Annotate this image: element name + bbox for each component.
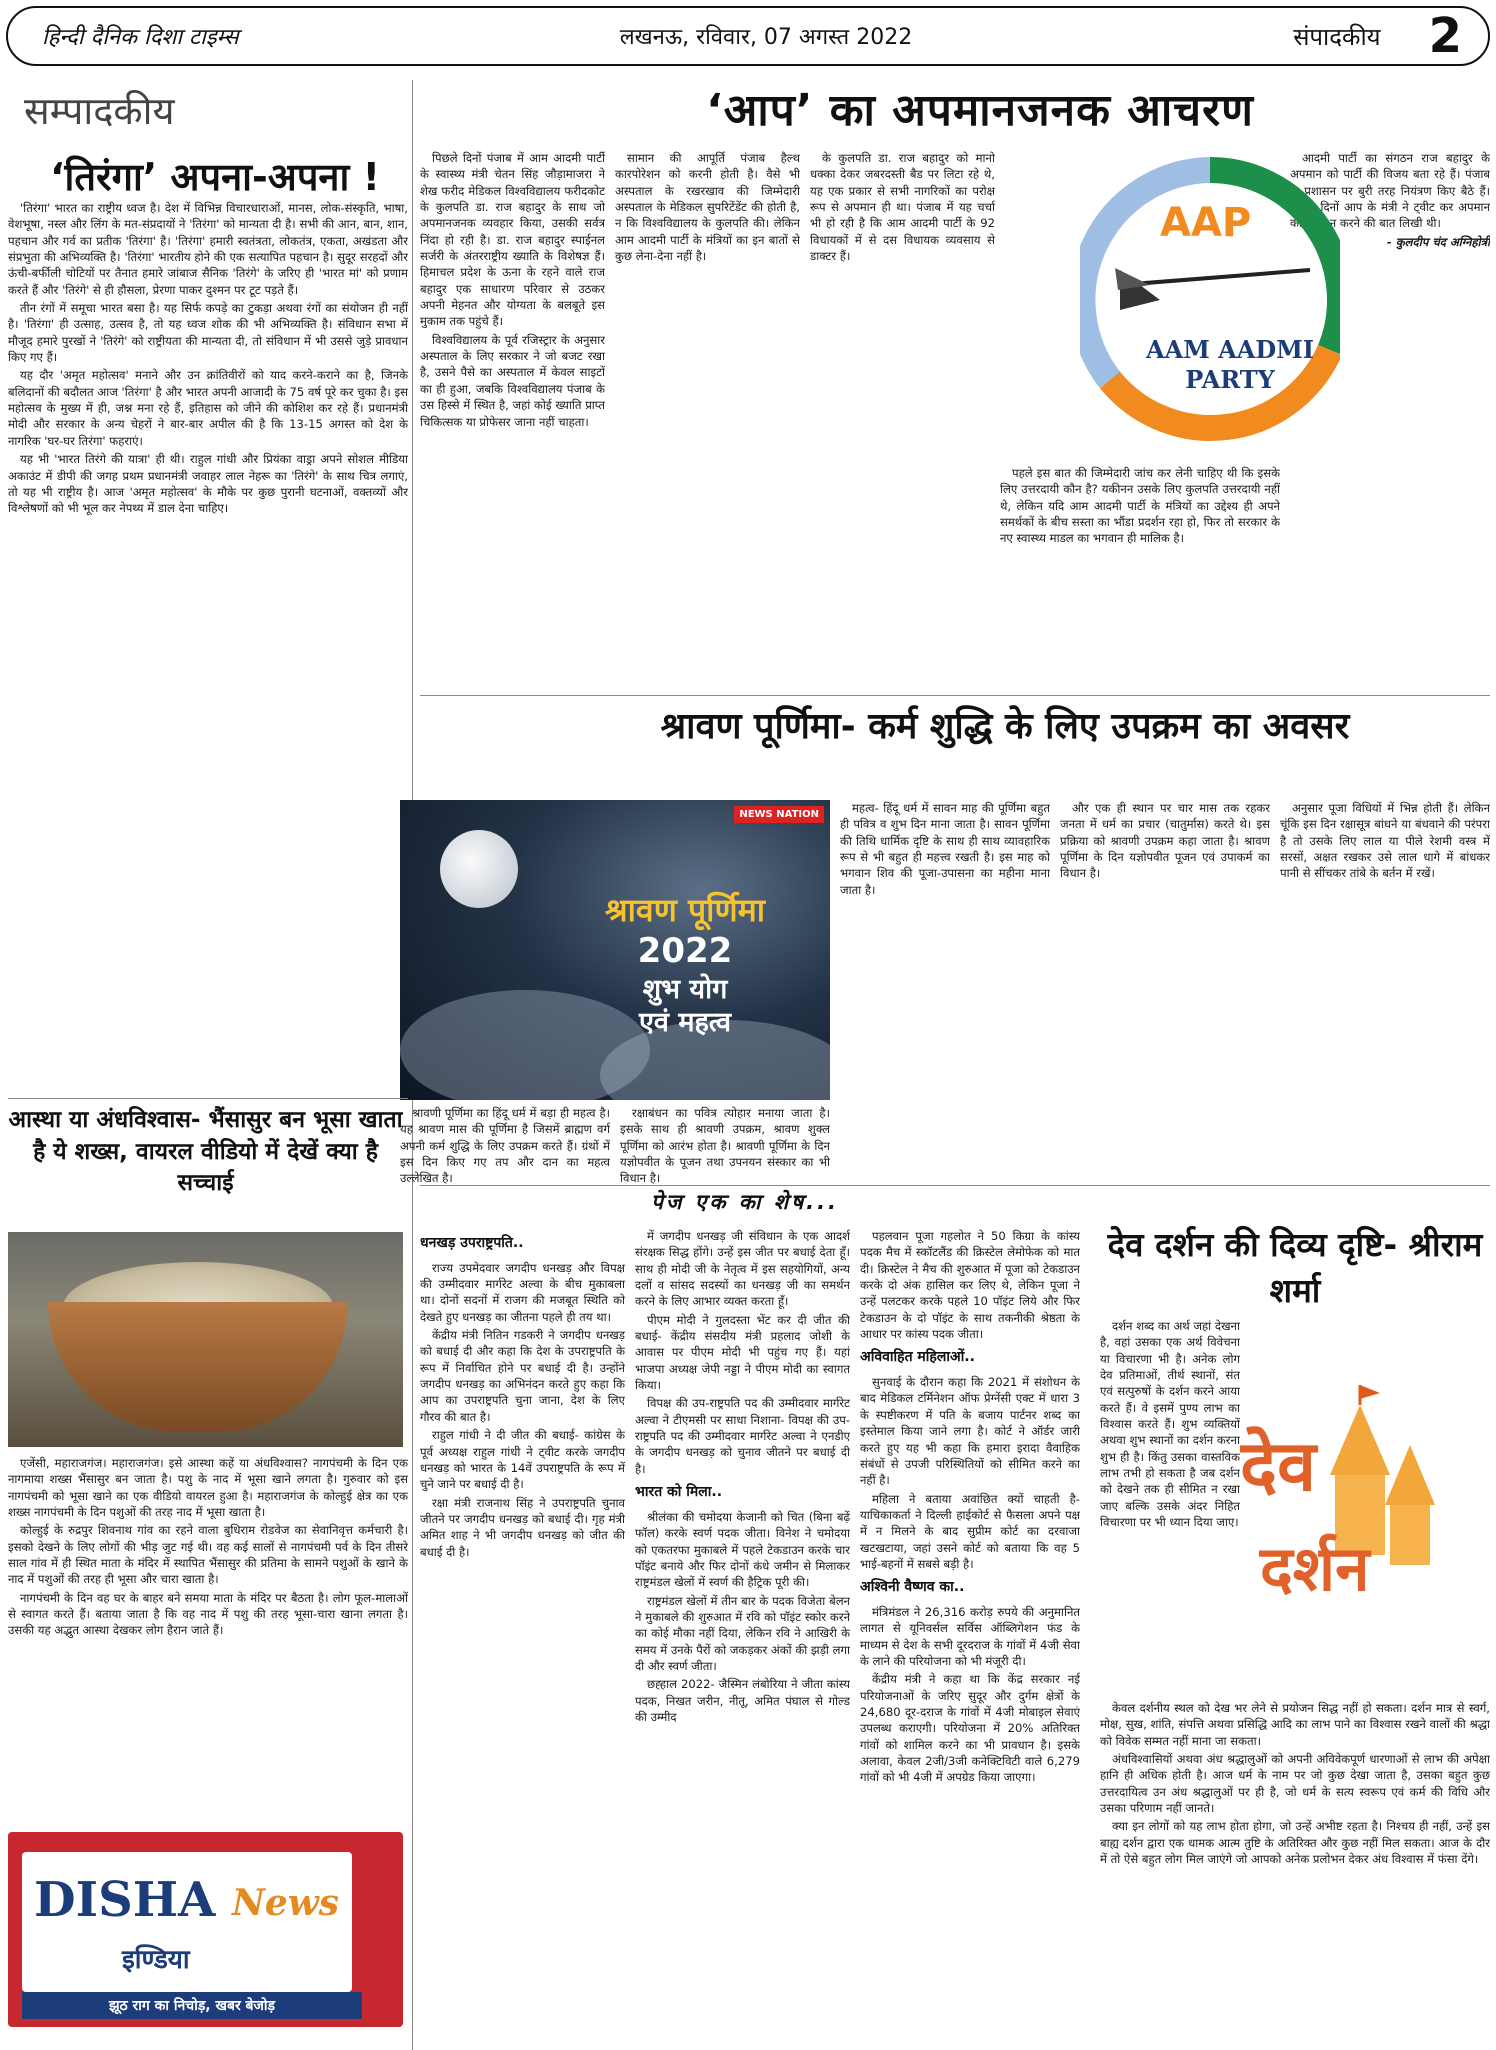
aastha-headline: आस्था या अंधविश्वास- भैंसासुर बन भूसा खाता है ये शख्स, वायरल वीडियो में देखें क्या है सच्चाई [8, 1107, 403, 1197]
dhankhar-paragraph: राहुल गांधी ने दी जीत की बधाई- कांग्रेस के पूर्व अध्यक्ष राहुल गांधी ने ट्वीट करके जगदीप धनखड़ को भारत के 14वें उपराष्ट्रपति के रूप में चुने जाने पर बधाई दी है। [420, 1428, 625, 1492]
image-line-2: 2022 [637, 931, 733, 971]
editorial-paragraph: तीन रंगों में समूचा भारत बसा है। यह सिर्फ कपड़े का टुकड़ा अथवा रंगों का संयोजन ही नहीं है। 'तिरंगा' ही उत्साह, उत्सव है, तो यह ध्वज शोक की भी अभिव्यक्ति है। संविधान सभा में मौजूद हमारे पुरखों ने 'तिरंगे' को राष्ट्रीयता की मान्यता दी, तो संविधान में भी उससे जुड़े प्रावधान किए गए हैं। [8, 301, 408, 365]
avivahit-subhead: अविवाहित महिलाओं.. [860, 1349, 975, 1366]
image-line-4: एवं महत्व [639, 1007, 731, 1039]
aap-paragraph: के कुलपति डा. राज बहादुर को मानो धक्का देकर जबरदस्ती बैड पर लिटा रहे थे, यह एक प्रकार से सभी नागरिकों का परोक्ष रूप से अपमान ही था। पंजाब में यह चर्चा भी हो रही है कि आम आदमी पार्टी के 92 विधायकों में से दस विधायक व्यवसाय से डाक्टर हैं। [810, 151, 995, 264]
shravan-column-3 [840, 800, 1050, 1185]
devdarshan-image [1240, 1385, 1490, 1685]
aap-logo-bottom-1: AAM AADMI [1145, 335, 1314, 364]
disha-logo-panel [22, 1852, 352, 1992]
aap-column-2 [615, 150, 800, 690]
editorial-label: सम्पादकीय [24, 89, 175, 133]
dhankhar-column [420, 1228, 625, 2038]
section-divider [420, 695, 1490, 696]
shravan-paragraph: रक्षाबंधन का पवित्र त्योहार मनाया जाता है। इसके साथ ही श्रावणी उपक्रम, श्रावण शुक्ल पूर्णिमा को आरंभ होता है। श्रावणी पूर्णिमा के दिन यज्ञोपवीत के पूजन तथा उपनयन संस्कार का भी विधान है। [620, 1106, 830, 1185]
continued-column-4 [860, 1228, 1080, 2038]
aap-paragraph: सामान की आपूर्ति पंजाब हैल्थ कारपोरेशन को करनी होती है। वैसे भी अस्पताल के रखरखाव की जिम्मेदारी अस्पताल के मेडिकल सुपरिटेंडेंट की होती है, न कि विश्वविद्यालय के कुलपति की। लेकिन आम आदमी पार्टी के मंत्रियों का इन बातों से कुछ लेना-देना नहीं है। [615, 151, 800, 264]
editorial-body [8, 200, 408, 1090]
aastha-body [8, 1455, 408, 1825]
devdarshan-headline: देव दर्शन की दिव्य दृष्टि- श्रीराम शर्मा [1107, 1225, 1483, 1311]
aap-paragraph: पहले इस बात की जिम्मेदारी जांच कर लेनी चाहिए थी कि इसके लिए उत्तरदायी कौन है? यकीनन उसके लिए कुलपति उत्तरदायी नहीं थे, लेकिन यदि आम आदमी पार्टी के मंत्रियों का उद्देश्य ही अपने समर्थकों के बीच सस्ता का भौंडा प्रदर्शन रहा हो, फिर तो सरकार के नए स्वास्थ्य माडल का भगवान ही मालिक है। [1000, 466, 1280, 546]
aastha-paragraph: नागपंचमी के दिन वह घर के बाहर बने समया माता के मंदिर पर बैठता है। लोग फूल-मालाओं से स्वागत करते हैं। बताया जाता है कि वह नाद में पशु की तरह भूसा-चारा खाना लगता है। उसकी यह अद्भुत आस्था देखकर लोग हैरान जाते हैं। [8, 1590, 408, 1638]
dhankhar-paragraph: राज्य उपमेदवार जगदीप धनखड़ और विपक्ष की उम्मीदवार मार्गरेट अल्वा के बीच मुकाबला था। दोनों सदनों में राजग की मजबूत स्थिति को देखते हुए धनखड़ का जीतना पहले ही तय था। [420, 1260, 625, 1324]
dhankhar-paragraph: रक्षा मंत्री राजनाथ सिंह ने उपराष्ट्रपति चुनाव जीतने पर जगदीप धनखड़ को बधाई दी। गृह मंत्री अमित शाह ने भी जगदीप धनखड़ को जीत की बधाई दी है। [420, 1495, 625, 1559]
aap-paragraph: पिछले दिनों पंजाब में आम आदमी पार्टी के स्वास्थ्य मंत्री चेतन सिंह जौड़ामाजरा ने शेख फरीद मेडिकल विश्वविद्यालय फरीदकोट के कुलपति डा. राज बहादुर के साथ जो अपमानजनक व्यवहार किया, उसकी सर्वत्र निंदा हो रही है। डा. राज बहादुर स्पाईनल सर्जरी के अंतरराष्ट्रीय ख्याति के विशेषज्ञ हैं। हिमाचल प्रदेश के ऊना के रहने वाले राज बहादुर एक साधारण परिवार से उठकर अपनी मेहनत और योग्यता के बलबूते इस मुकाम तक पहुंचे हैं। [420, 151, 605, 329]
column3-paragraph: में जगदीप धनखड़ जी संविधान के एक आदर्श संरक्षक सिद्ध होंगे। उन्हें इस जीत पर बधाई देता हूँ। साथ ही मोदी जी के नेतृत्व में इस सहयोगियों, अन्य दलों व सांसद सदस्यों का धनखड़ जी का समर्थन करने के लिए आभार व्यक्त करता हूँ। [635, 1229, 850, 1309]
section-divider [8, 1098, 408, 1099]
column4-paragraph: महिला ने बताया अवांछित क्यों चाहती है- याचिकाकर्ता ने दिल्ली हाईकोर्ट से फैसला अपने पक्ष में न मिलने के बाद सुप्रीम कोर्ट का दरवाजा खटखटाया, जहां उसने कोर्ट को बताया कि वह 5 भाई-बहनों में सबसे बड़ी है। [860, 1491, 1080, 1571]
column4-paragraph: पहलवान पूजा गहलोत ने 50 किग्रा के कांस्य पदक मैच में स्कॉटलैंड की क्रिस्टेल लेमोफेक को मात दी। क्रिस्टेल ने मैच की शुरुआत में पूजा को टेकडाउन करके दो अंक हासिल कर लिए थे, लेकिन पूजा ने उन्हें पलटकर करके पहले 10 पॉइंट लिये और फिर टेकडाउन के दो पॉइंट के साथ तकनीकी श्रेष्ठता के आधार पर कांस्य पदक जीता। [860, 1229, 1080, 1342]
shravan-paragraph: श्रावणी पूर्णिमा का हिंदू धर्म में बड़ा ही महत्व है। यह श्रावण मास की पूर्णिमा है जिसमें ब्राह्मण वर्ग अपनी कर्म शुद्धि के लिए उपक्रम करते हैं। ग्रंथों में इस दिन किए गए तप और दान का महत्व उल्लेखित है। [400, 1106, 610, 1185]
dhankhar-paragraph: केंद्रीय मंत्री नितिन गडकरी ने जगदीप धनखड़ को बधाई दी और कहा कि देश के उपराष्ट्रपति के रूप में निर्वाचित होने पर बधाई दी है। उन्होंने जगदीप धनखड़ का अभिनंदन करते हुए कहा कि आप का उपराष्ट्रपति चुना जाना, देश के लिए गौरव की बात है। [420, 1328, 625, 1424]
aap-logo-top: AAP [1160, 200, 1252, 246]
masthead [6, 6, 1490, 66]
page-number: 2 [1428, 8, 1462, 64]
devdarshan-column-2 [1100, 1700, 1490, 2040]
aap-logo-graphic [1080, 150, 1340, 460]
bharat-subhead: भारत को मिला.. [635, 1484, 723, 1501]
section-divider [420, 1185, 1490, 1186]
dev-image-word-2: दर्शन [1260, 1532, 1370, 1605]
column4-paragraph: सुनवाई के दौरान कहा कि 2021 में संशोधन के बाद मेडिकल टर्मिनेशन ऑफ प्रेग्नेंसी एक्ट में धारा 3 के स्पष्टीकरण में पति के बजाय पार्टनर शब्द का इस्तेमाल किया जाने लगा है। कोर्ट ने ऑर्डर जारी करते हुए यह भी कहा कि हमारा इरादा वैवाहिक संबंधों से उपजी परिस्थितियों को सीमित करने का नहीं है। [860, 1375, 1080, 1488]
column3-paragraph: राष्ट्रमंडल खेलों में तीन बार के पदक विजेता बेलन ने मुकाबले की शुरुआत में रवि को पॉइंट स्कोर करने का कोई मौका नहीं दिया, लेकिन रवि ने आखिरी के समय में उनके पैरों को जकड़कर अंकों की झड़ी लगा दी और स्वर्ण जीता। [635, 1593, 850, 1673]
shravan-column-1 [400, 1105, 610, 1185]
aap-column-1 [420, 150, 605, 690]
aap-paragraph: आदमी पार्टी का संगठन राज बहादुर के अपमान को पार्टी की विजय बता रहे हैं। पंजाब के प्रशासन पर बुरी तरह नियंत्रण किए बैठे हैं। पिछले दिनों आप के मंत्री ने ट्वीट कर अपमान को सहन न करने की बात लिखी थी। [1290, 151, 1490, 231]
devdarshan-column-1 [1100, 1318, 1240, 1698]
column4-paragraph: मंत्रिमंडल ने 26,316 करोड़ रुपये की अनुमानित लागत से यूनिवर्सल सर्विस ऑब्लिगेशन फंड के माध्यम से देश के सभी दूरदराज के गांवों में 4जी सेवा के लाने की परियोजना को भी मंजूरी दी। [860, 1605, 1080, 1669]
editorial-paragraph: यह दौर 'अमृत महोत्सव' मनाने और उन क्रांतिवीरों को याद करने-कराने का है, जिनके बलिदानों की बदौलत आज 'तिरंगा' है और भारत अपनी आजादी के 75 वर्ष पूरे कर चुका है। इस महोत्सव के मुख्य में ही, जश्न मना रहे हैं, इतिहास को जीने की कोशिश कर रहे हैं। प्रधानमंत्री मोदी और सरकार के अन्य चेहरों ने बार-बार अपील की है कि 13-15 अगस्त को देश के नागरिक 'घर-घर तिरंगा' फहराएं। [8, 368, 408, 448]
aap-logo-bottom-2: PARTY [1185, 365, 1275, 394]
aastha-paragraph: एजेंसी, महाराजगंज। महाराजगंज। इसे आस्था कहें या अंधविश्वास? नागपंचमी के दिन एक नागमाया शख्स भैंसासुर बन जाता है। पशु के नाद में भूसा खाने लगता है। गुरुवार को इस नागपंचमी को भूसा खाने का एक वीडियो वायरल हुआ है। महाराजगंज के कोल्हुई क्षेत्र का एक शख्स नागपंचमी के दिन पशुओं की तरह नाद में भूसा खाता है। [8, 1456, 408, 1520]
news-nation-badge: NEWS NATION [734, 806, 824, 823]
clay-bowl [48, 1302, 348, 1432]
aastha-paragraph: कोल्हुई के रुद्रपुर शिवनाथ गांव का रहने वाला बुधिराम रोडवेज का सेवानिवृत्त कर्मचारी है। इसको देखने के लिए लोगों की भीड़ जुट गई थी। वह कई सालों से नागपंचमी पर्व के दिन तीसरे साल गांव में ही स्थित माता के मंदिर में स्थापित भैंसासुर की प्रतिमा के सामने पशुओं के खाने के नाद में पशुओं की तरह ही भूसा और चारा खाता है। [8, 1523, 408, 1587]
shravan-paragraph: अनुसार पूजा विधियों में भिन्न होती हैं। लेकिन चूंकि इस दिन रक्षासूत्र बांधने या बंधवाने की परंपरा है तो उसके लिए लाल या पीले रेशमी वस्त्र में सरसों, अक्षत रखकर उसे लाल धागे में बांधकर पानी से सींचकर तांबे के बर्तन में रखें। [1280, 801, 1490, 881]
aap-author: - कुलदीप चंद अग्निहोत्री [1386, 234, 1490, 249]
devdarshan-paragraph: केवल दर्शनीय स्थल को देख भर लेने से प्रयोजन सिद्ध नहीं हो सकता। दर्शन मात्र से स्वर्ग, मोक्ष, सुख, शांति, संपत्ति अथवा प्रसिद्धि आदि का लाभ पाने का विश्वास रखने वालों की श्रद्धा को विवेक सम्मत नहीं माना जा सकता। [1100, 1701, 1490, 1748]
dhankhar-subhead: धनखड़ उपराष्ट्रपति.. [420, 1235, 524, 1251]
moon-icon [440, 830, 518, 908]
dev-image-word-1: देव [1240, 1425, 1317, 1507]
column4-paragraph: केंद्रीय मंत्री ने कहा था कि केंद्र सरकार नई परियोजनाओं के जरिए सुदूर और दुर्गम क्षेत्रों के 24,680 दूर-दराज के गांवों में 4जी मोबाइल सेवाएं उपलब्ध कराएगी। परियोजना में 20% अतिरिक्त गांवों को शामिल करने का भी प्रावधान है। इसके अलावा, केवल 2जी/3जी कनेक्टिविटी वाले 6,279 गांवों को भी 4जी में अपग्रेड किया जाएगा। [860, 1672, 1080, 1785]
paper-name: हिन्दी दैनिक दिशा टाइम्स [42, 25, 239, 50]
aap-column-4 [1000, 465, 1280, 690]
shravan-headline: श्रावण पूर्णिमा- कर्म शुद्धि के लिए उपक्रम का अवसर [660, 706, 1350, 747]
devdarshan-paragraph: क्या इन लोगों को यह लाभ होता होगा, जो उन्हें अभीष्ट रहता है। निश्चय ही नहीं, उन्हें इस बाह्य दर्शन द्वारा एक धामक आत्म तुष्टि के अतिरिक्त और कुछ नहीं मिल सकता। आज के दौर में तो ऐसे बहुत लोग मिल जाएंगे जो आपको अनेक प्रलोभन देकर अंध विश्वास में फंसा देंगे। [1100, 1819, 1490, 1867]
dateline: लखनऊ, रविवार, 07 अगस्त 2022 [619, 25, 913, 50]
shravan-column-5 [1280, 800, 1490, 1185]
masthead-right [1293, 8, 1462, 64]
aap-logo [1080, 150, 1340, 460]
section-name: संपादकीय [1293, 22, 1381, 51]
column3-paragraph: पीएम मोदी ने गुलदस्ता भेंट कर दी जीत की बधाई- केंद्रीय संसदीय मंत्री प्रहलाद जोशी के आवास पर पीएम मोदी भी पहुंच गए हैं। यहां भाजपा अध्यक्ष जेपी नड्डा ने पीएम मोदी का स्वागत किया। [635, 1312, 850, 1393]
vaishnav-subhead: अश्विनी वैष्णव का.. [860, 1579, 965, 1596]
aastha-image [8, 1232, 403, 1447]
column3-paragraph: श्रीलंका की चमोदया केजानी को चित (बिना बढ़ें फॉल) करके स्वर्ण पदक जीता। विनेश ने चमोदया को एकतरफा मुकाबले में पहले टेकडाउन करके चार पॉइंट बनाये और फिर दोनों कंधे जमीन से मिलाकर राष्ट्रमंडल खेलों में स्वर्ण की हैट्रिक पूरी की। [635, 1509, 850, 1590]
image-line-3: शुभ योग [642, 973, 728, 1005]
shravan-column-2 [620, 1105, 830, 1185]
aap-paragraph: विश्वविद्यालय के पूर्व रजिस्ट्रार के अनुसार अस्पताल के लिए सरकार ने जो बजट रखा है, उसने पैसे का अस्पताल में केवल साइटों का ही हुआ, जबकि विश्वविद्यालय पंजाब के उस हिस्से में स्थित है, जहां कोई ख्याति प्राप्त चिकित्सक या प्रोफेसर जाना नहीं चाहता। [420, 332, 605, 429]
aap-column-3 [810, 150, 995, 690]
aap-headline: ‘आप’ का अपमानजनक आचरण [706, 85, 1254, 136]
disha-logo-word-1: DISHA [34, 1872, 216, 1928]
editorial-paragraph: यह भी 'भारत तिरंगे की यात्रा' ही थी। राहुल गांधी और प्रियंका वाड्रा अपने सोशल मीडिया अकाउंट में डीपी की जगह प्रथम प्रधानमंत्री जवाहर लाल नेहरू का 'तिरंगे' के साथ चित्र लगाएं, तो यह भी राष्ट्रीय है। आज 'अमृत महोत्सव' के मौके पर कुछ पुरानी घटनाओं, वक्तव्यों और विश्लेषणों को भी भूल कर नेपथ्य में डाल देना चाहिए। [8, 452, 408, 516]
continued-label: पेज एक का शेष... [650, 1190, 840, 1214]
shravan-paragraph: और एक ही स्थान पर चार मास तक रहकर जनता में धर्म का प्रचार (चातुर्मास) करते थे। इस प्रक्रिया को श्रावणी उपक्रम कहा जाता है। श्रावण पूर्णिमा के दिन यज्ञोपवीत पूजन एवं उपाकर्म का विधान है। [1060, 801, 1270, 881]
disha-logo-tagline: झूठ राग का निचोड़, खबर बेजोड़ [22, 1992, 362, 2019]
disha-logo-word-2: News [232, 1882, 340, 1924]
disha-logo-word-3: इण्डिया [122, 1945, 190, 1975]
image-line-1: श्रावण पूर्णिमा [604, 891, 766, 929]
editorial-paragraph: 'तिरंगा' भारत का राष्ट्रीय ध्वज है। देश में विभिन्न विचारधाराओं, मानस, लोक-संस्कृति, भाषा, वेशभूषा, नस्ल और लिंग के मत-संप्रदायों ने 'तिरंगा' को मान्यता दी है। सभी की आन, बान, शान, पहचान और गर्व का प्रतीक 'तिरंगा' है। 'तिरंगा' हमारी स्वतंत्रता, लोकतंत्र, एकता, अखंडता और संप्रभुता की अभिव्यक्ति है। 'तिरंगा' भारतीय होने की एक सत्यापित पहचान है। सुदूर सरहदों और ऊंची-बर्फीली चोटियों पर तैनात हमारे जांबाज सैनिक 'तिरंगे' के जरिए ही 'भारत मां' को प्रणाम करते हैं और 'तिरंगे' से ही हौसला, प्रेरणा पाकर दुश्मन पर टूट पड़ते हैं। [8, 201, 408, 297]
disha-news-logo [8, 1832, 403, 2027]
shravan-image-text [550, 890, 820, 1040]
shravan-column-4 [1060, 800, 1270, 1185]
editorial-headline: ‘तिरंगा’ अपना-अपना ! [50, 155, 380, 199]
column3-paragraph: विपक्ष की उप-राष्ट्रपति पद की उम्मीदवार मार्गरेट अल्वा ने टीएमसी पर साधा निशाना- विपक्ष की उप-राष्ट्रपति पद की उम्मीदवार मार्गरेट अल्वा ने एनडीए के जगदीप धनखड़ को चुनाव जीतने पर बधाई दी है। [635, 1396, 850, 1476]
shravan-paragraph: महत्व- हिंदू धर्म में सावन माह की पूर्णिमा बहुत ही पवित्र व शुभ दिन माना जाता है। सावन पूर्णिमा की तिथि धार्मिक दृष्टि के साथ ही साथ व्यावहारिक रूप से भी बहुत ही महत्त्व रखती है। इस माह को भगवान शिव की पूजा-उपासना का महीना माना जाता है। [840, 801, 1050, 897]
devdarshan-paragraph: दर्शन शब्द का अर्थ जहां देखना है, वहां उसका एक अर्थ विवेचना या विचारणा भी है। अनेक लोग देव प्रतिमाओं, तीर्थ स्थानों, संत एवं सत्पुरुषों के दर्शन करने आया करते हैं। वे इसमें पुण्य लाभ का विश्वास करते हैं। शुभ व्यक्तियों अथवा शुभ स्थानों का दर्शन करना शुभ ही है। किंतु उसका वास्तविक लाभ तभी हो सकता है जब दर्शन को देखने तक ही सीमित न रखा जाए बल्कि उसके अंदर निहित विचारणा पर भी ध्यान दिया जाए। [1100, 1319, 1240, 1530]
column3-paragraph: छह्हाल 2022- जैस्मिन लंबोरिया ने जीता कांस्य पदक, निखत जरीन, नीतू, अमित पंघाल से गोल्ड की उम्मीद [635, 1677, 850, 1725]
continued-column-3 [635, 1228, 850, 2038]
devdarshan-paragraph: अंधविश्वासियों अथवा अंध श्रद्धालुओं को अपनी अविवेकपूर्ण धारणाओं से लाभ की अपेक्षा हानि ही अधिक होती है। आज धर्म के नाम पर जो कुछ देखा जाता है, उसका बहुत कुछ उत्तरदायित्व उन अंध श्रद्धालुओं पर ही है, जो धर्म के सत्य स्वरूप एवं कर्म की विधि और उसका परिणाम नहीं जानते। [1100, 1752, 1490, 1816]
shravan-image [400, 800, 830, 1100]
